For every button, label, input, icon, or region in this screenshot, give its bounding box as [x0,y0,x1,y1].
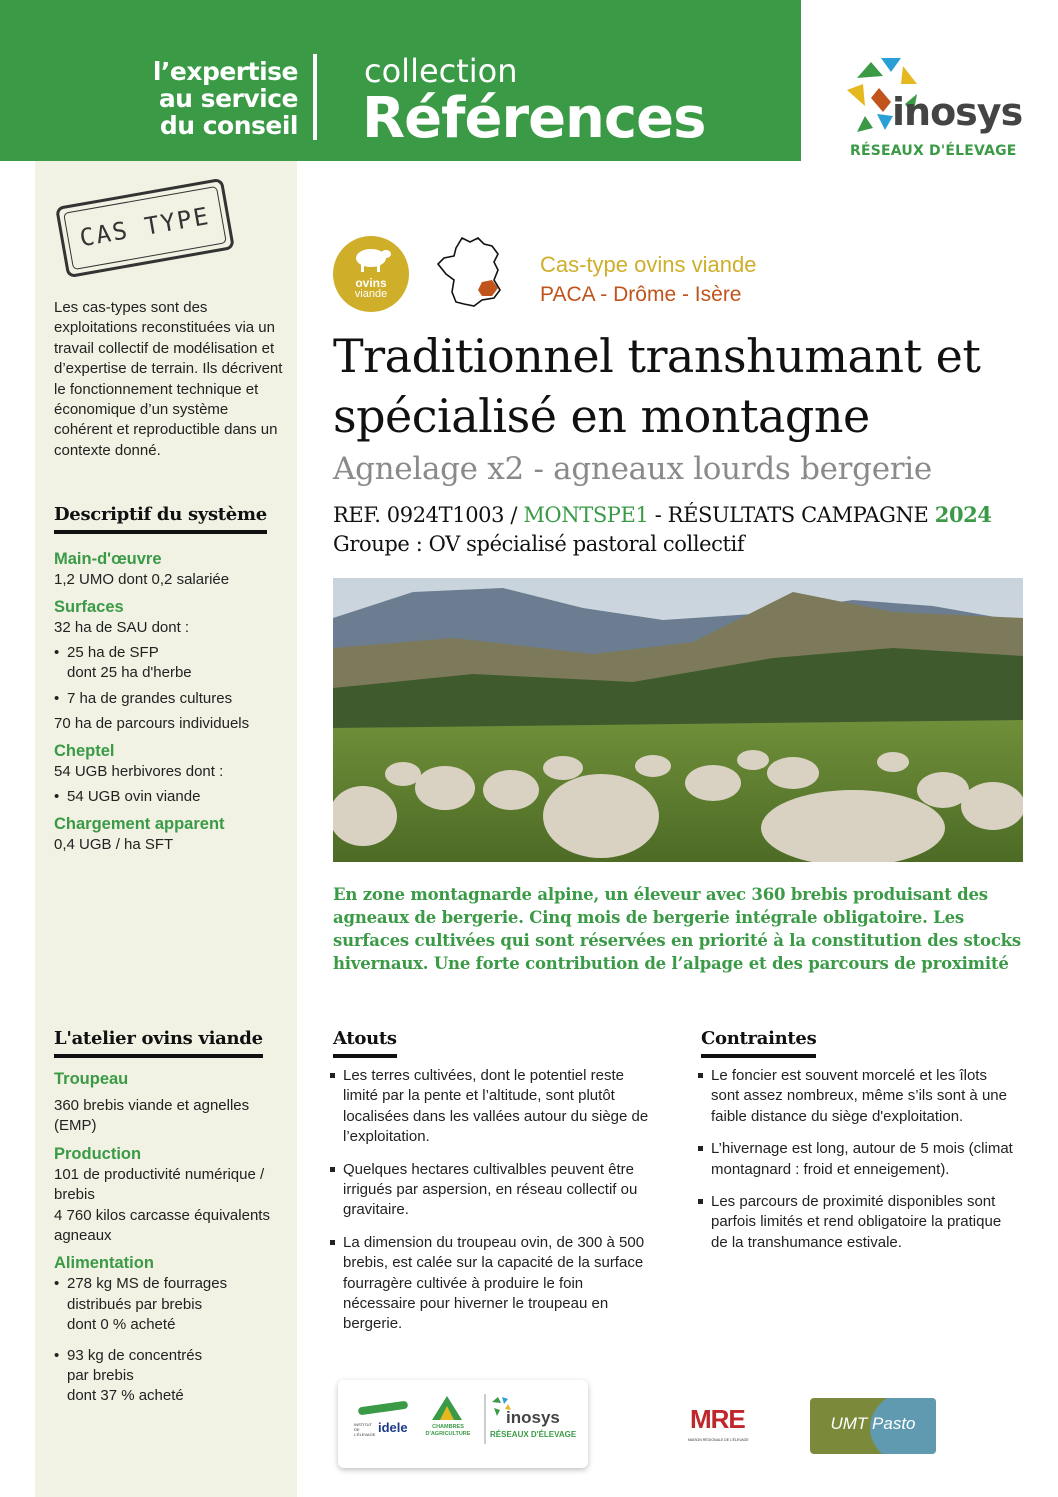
ref-prefix: REF. 0924T1003 / [333,503,524,527]
sidebar-intro: Les cas-types sont des exploitations reconstituées via un travail collectif de modélisation et d’expertise de terrain. Ils décrivent le fonctionnement technique et économique d’un système cohérent et reproductible dans un contexte donné. [54,299,283,459]
alimentation-line: distribués par brebis [67,1295,203,1313]
cheptel-title: Cheptel [54,742,115,761]
sheep-icon [351,245,391,273]
surfaces-line: 70 ha de parcours individuels [54,715,250,733]
tagline-line-3: du conseil [159,111,298,140]
inosys-wordmark: inosys [892,90,1023,134]
umt-pasto-logo [810,1398,936,1454]
alimentation-title: Alimentation [54,1254,154,1273]
troupeau-value: 360 brebis viande et agnelles (EMP) [54,1097,250,1135]
footer-divider [484,1394,486,1444]
idele-swoosh-icon [358,1401,409,1416]
contrainte-item: L’hivernage est long, autour de 5 mois (climat montagnard : froid et enneigement). [698,1139,1018,1180]
production-title: Production [54,1144,142,1163]
sheep-pasture-photo [333,578,1023,862]
reference-line [333,502,992,527]
tagline [118,58,298,139]
atout-item: Les terres cultivées, dont le potentiel reste limité par la pente et l’altitude, sont plutôt localisées dans les vallées autour du siège de l’exploitation. [330,1066,650,1148]
atelier-block [54,1068,290,1407]
alimentation-line: par brebis [67,1367,134,1385]
idele-logo: idele [378,1420,408,1435]
chargement-value: 0,4 UGB / ha SFT [54,836,174,854]
contraintes-list [698,1066,1018,1265]
atouts-list [330,1066,650,1347]
mre-subtitle: MAISON RÉGIONALE DE L'ÉLEVAGE [688,1438,749,1442]
surfaces-title: Surfaces [54,598,124,617]
tagline-line-1: l’expertise [152,57,298,86]
descriptif-heading: Descriptif du système [54,504,267,534]
partner-logos-card [338,1380,588,1468]
production-line: 4 760 kilos carcasse équivalents agneaux [54,1206,270,1245]
alimentation-bullet: • 278 kg MS de fourrages [54,1274,290,1294]
alimentation-bullet: • 93 kg de concentrés [54,1346,290,1366]
cheptel-bullet: • 54 UGB ovin viande [54,787,290,807]
stamp-text: CAS TYPE [77,201,213,253]
alimentation-line: dont 37 % acheté [67,1387,184,1405]
inosys-footer-subtitle: RÉSEAUX D'ÉLEVAGE [490,1430,577,1439]
tagline-line-2: au service [158,84,298,113]
contraintes-heading: Contraintes [701,1028,816,1058]
atout-item: La dimension du troupeau ovin, de 300 à 500 brebis, est calée sur la capacité de la surface fourragère cultivée à produire le foin nécessaire pour hiverner le troupeau en bergerie. [330,1233,650,1335]
ref-mid: - RÉSULTATS CAMPAGNE [648,503,935,527]
ref-code: MONTSPE1 [523,503,649,527]
surfaces-bullet: • 7 ha de grandes cultures [54,689,290,709]
header-band [0,0,801,161]
badge-label: ovins [355,276,387,290]
references-label: Références [362,86,706,151]
inosys-subtitle: RÉSEAUX D'ÉLEVAGE [850,143,1017,159]
contrainte-item: Les parcours de proximité disponibles sont parfois limités et rend obligatoire la pratique de la transhumance estivale. [698,1192,1018,1253]
main-oeuvre-value: 1,2 UMO dont 0,2 salariée [54,571,230,588]
cheptel-line: 54 UGB herbivores dont : [54,763,224,781]
surfaces-line: 32 ha de SAU dont : [54,619,190,637]
inosys-footer-wordmark: inosys [506,1408,560,1427]
mre-letters: MRE [690,1404,745,1434]
idele-small-text: INSTITUT DE L'ÉLEVAGE [354,1422,376,1437]
surfaces-bullet: • 25 ha de SFP [54,643,290,663]
main-oeuvre-title: Main-d'œuvre [54,550,162,568]
page-subtitle: Agnelage x2 - agneaux lourds bergerie [333,451,932,487]
mre-logo [688,1400,758,1450]
troupeau-title: Troupeau [54,1070,129,1088]
collection-label: collection [364,52,518,90]
page-title: Traditionnel transhumant et spécialisé en montagne [333,329,981,443]
atouts-heading: Atouts [333,1028,397,1058]
atelier-heading: L'atelier ovins viande [54,1028,263,1058]
production-line: 101 de productivité numérique / brebis [54,1165,265,1204]
atout-item: Quelques hectares cultivalbles peuvent être irrigués par aspersion, en réseau collectif ou gravitaire. [330,1160,650,1221]
umt-pasto-text: UMT Pasto [830,1414,916,1433]
alimentation-line: dont 0 % acheté [67,1316,176,1334]
contrainte-item: Le foncier est souvent morcelé et les îlots sont assez nombreux, même s’ils sont à une faible distance du siège d'exploitation. [698,1066,1018,1127]
chambres-logo-text: CHAMBRES D'AGRICULTURE [425,1424,471,1437]
header-divider [313,54,317,140]
groupe-line: Groupe : OV spécialisé pastoral collectif [333,532,745,556]
chambres-agriculture-icon [430,1394,464,1422]
ref-year: 2024 [934,502,992,527]
surfaces-line: dont 25 ha d'herbe [67,664,192,682]
subhead-region: PACA - Drôme - Isère [540,283,742,306]
descriptif-block [54,548,290,856]
france-map-icon [434,234,510,310]
subhead-category: Cas-type ovins viande [540,252,757,277]
chargement-title: Chargement apparent [54,815,225,834]
badge-label: viande [354,288,388,300]
lead-paragraph: En zone montagnarde alpine, un éleveur avec 360 brebis produisant des agneaux de bergerie. Cinq mois de bergerie intégrale obligatoire. Les surfaces cultivées qui sont réservées en priorité à la constitution des stocks hivernaux. Une forte contribution de l’alpage et des parcours de proximité [333,885,1021,973]
